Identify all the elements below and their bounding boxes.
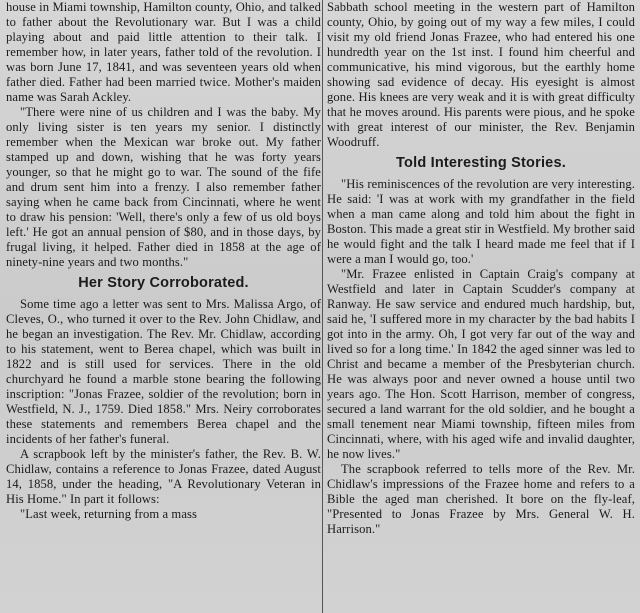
article-paragraph: "His reminiscences of the revolution are very interesting. He said: 'I was at work with my grandfather in the field when a man came along and told him about the fight in Boston. This made a great stir in Westfield. My brother said he would fight and the talk I heard made me feel that if I were a man I would go, too.' xyxy=(327,177,635,266)
article-paragraph: The scrapbook referred to tells more of the Rev. Mr. Chidlaw's impressions of the Frazee home and refers to a Bible the aged man cherished. It bore on the fly-leaf, "Presented to Jonas Frazee by Mrs. General W. H. Harrison." xyxy=(327,462,635,536)
column-divider xyxy=(322,0,323,613)
section-heading: Told Interesting Stories. xyxy=(396,155,566,171)
article-paragraph: Some time ago a letter was sent to Mrs. Malissa Argo, of Cleves, O., who turned it over to the Rev. John Chidlaw, and he began an investigation. The Rev. Mr. Chidlaw, according to his statement, went to Berea chapel, which was built in 1822 and is still used for services. There in the old churchyard he found a marble stone bearing the following inscription: "Jonas Frazee, soldier of the revolution; born in Westfield, N. J., 1759. Died 1858." Mrs. Neiry corroborates these statements and remembers Berea chapel and the incidents of her father's funeral. xyxy=(6,297,321,446)
article-paragraph: "Last week, returning from a mass xyxy=(20,507,198,521)
article-paragraph: house in Miami township, Hamilton county, Ohio, and talked to father about the Revolutionary war. But I was a child playing about and paid little attention to their talk. I remember how, in later years, father told of the revolution. I was born June 17, 1841, and was seventeen years old when father died. Father had been married twice. Mother's maiden name was Sarah Ackley. xyxy=(6,0,321,104)
right-column xyxy=(327,0,635,613)
article-paragraph: A scrapbook left by the minister's father, the Rev. B. W. Chidlaw, contains a reference to Jonas Frazee, dated August 14, 1858, under the heading, "A Revolutionary Veteran in His Home." In part it follows: xyxy=(6,447,321,506)
article-paragraph: "Mr. Frazee enlisted in Captain Craig's company at Westfield and later in Captain Scudder's company at Ranway. He saw service and endured much hardship, but, said he, 'I suffered more in my character by the bad habits I got into in the army. Oh, I got very far out of the way and lived so for a long time.' In 1842 the aged sinner was led to Christ and became a member of the Presbyterian church. He was always poor and never owned a house until two years ago. The Hon. Scott Harrison, member of congress, secured a land warrant for the old soldier, and he bought a small tenement near Miami township, fifteen miles from Cincinnati, where, with his aged wife and invalid daughter, he now lives." xyxy=(327,267,635,461)
article-paragraph: Sabbath school meeting in the western part of Hamilton county, Ohio, by going out of my way a few miles, I could visit my old friend Jonas Frazee, who had entered his one hundredth year on the 1st inst. I found him cheerful and communicative, his mind vigorous, but the earthly home showing sad evidence of decay. His eyesight is almost gone. His knees are very weak and it is with great difficulty that he moves around. His parents were pious, and he spoke with great interest of our minister, the Rev. Benjamin Woodruff. xyxy=(327,0,635,149)
left-column xyxy=(6,0,321,613)
section-heading: Her Story Corroborated. xyxy=(78,275,249,291)
article-paragraph: "There were nine of us children and I was the baby. My only living sister is ten years my senior. I distinctly remember when the Mexican war broke out. My father stamped up and down, wishing that he was forty years younger, so that he might go to war. The sound of the fife and drum sent him into a frenzy. I also remember father saying when he came back from Cincinnati, where he went to draw his pension: 'Well, there's only a few of us old boys left.' He got an annual pension of $80, and in those days, by frugal living, it helped. Father died in 1858 at the age of ninety-nine years and two months." xyxy=(6,105,321,269)
